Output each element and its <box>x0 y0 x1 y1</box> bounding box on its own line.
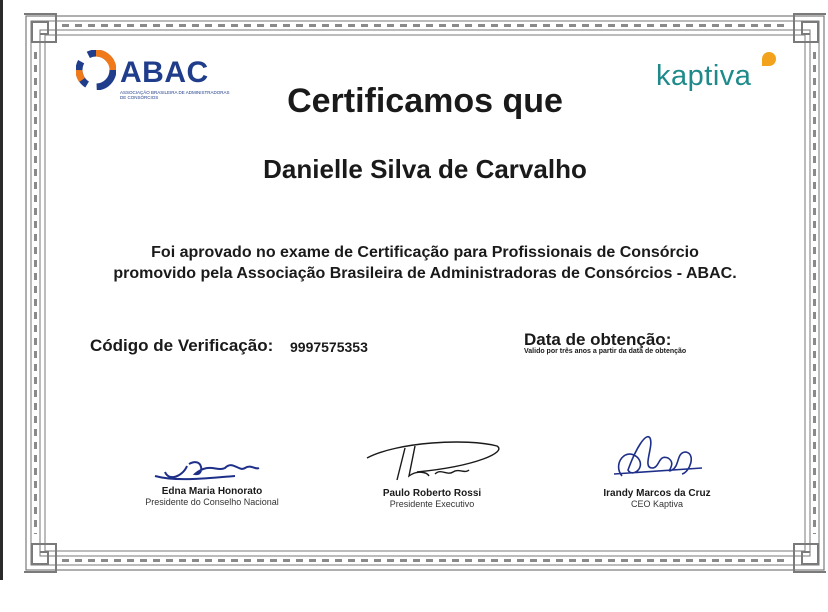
signatory-name: Edna Maria Honorato <box>161 486 263 497</box>
recipient-name: Danielle Silva de Carvalho <box>263 154 587 184</box>
certificate-body-line-2: promovido pela Associação Brasileira de Administradoras de Consórcios - ABAC. <box>113 265 737 282</box>
signature-graphic <box>357 436 507 486</box>
validity-note: Valido por três anos a partir da data de obtenção <box>524 348 687 355</box>
kaptiva-accent-icon <box>762 52 776 66</box>
abac-logo-subtitle: ASSOCIAÇÃO BRASILEIRA DE ADMINISTRADORAS DE CONSÓRCIOS <box>120 90 230 100</box>
date-obtained-label: Data de obtenção: <box>524 330 672 349</box>
kaptiva-logo-text: kaptiva <box>656 60 752 92</box>
certificate-body-line-1: Foi aprovado no exame de Certificação para Profissionais de Consórcio <box>151 244 699 261</box>
signature-graphic <box>602 428 712 486</box>
signature-block-1 <box>112 442 312 507</box>
certificate-body <box>82 242 768 284</box>
verification-code-label: Código de Verificação: <box>90 336 274 355</box>
signatory-role: Presidente do Conselho Nacional <box>145 497 279 507</box>
certificate-title: Certificamos que <box>287 82 563 120</box>
certificate <box>22 12 828 574</box>
signature-graphic <box>147 442 277 484</box>
verification-code-value: 9997575353 <box>290 339 368 355</box>
signatory-name: Irandy Marcos da Cruz <box>603 488 711 499</box>
signature-block-2 <box>332 436 532 509</box>
signatory-name: Paulo Roberto Rossi <box>382 488 482 499</box>
left-edge-strip <box>0 0 3 580</box>
signatory-role: CEO Kaptiva <box>630 499 684 509</box>
page-bottom-margin <box>0 580 828 612</box>
signatory-role: Presidente Executivo <box>389 499 475 509</box>
abac-logo-text: ABAC <box>120 56 209 89</box>
signature-block-3 <box>557 428 757 509</box>
